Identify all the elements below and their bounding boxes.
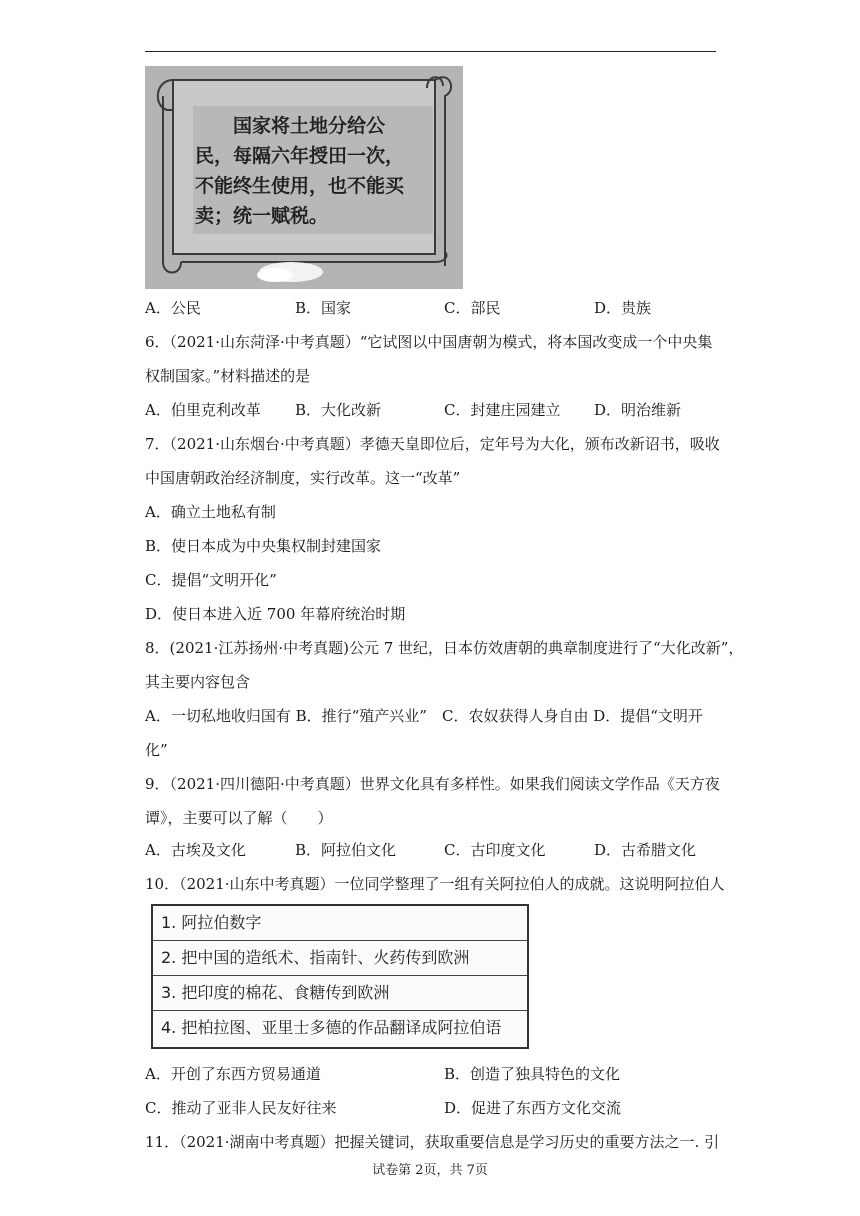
q7-option-a: A．确立土地私有制 xyxy=(145,503,276,521)
q9-stem-line1: 9．（2021·四川德阳·中考真题）世界文化具有多样性。如果我们阅读文学作品《天方夜 xyxy=(145,775,720,793)
q6-stem-line1: 6．（2021·山东菏泽·中考真题）“它试图以中国唐朝为模式，将本国改变成一个中央集 xyxy=(145,333,713,351)
q8-stem-line1: 8．(2021·江苏扬州·中考真题)公元 7 世纪，日本仿效唐朝的典章制度进行了“大化改新”， xyxy=(145,639,744,657)
table-row: 4. 把柏拉图、亚里士多德的作品翻译成阿拉伯语 xyxy=(161,1018,502,1037)
page-footer: 试卷第 2页，共 7页 xyxy=(372,1163,488,1178)
scroll-image xyxy=(145,66,463,289)
q6-option-c: C．封建庄园建立 xyxy=(444,401,561,419)
scroll-line: 卖；统一赋税。 xyxy=(195,205,329,227)
q7-stem-line2: 中国唐朝政治经济制度，实行改革。这一“改革” xyxy=(145,469,461,487)
q6-option-b: B．大化改新 xyxy=(295,401,382,419)
q8-options-line: A．一切私地收归国有 B．推行“殖产兴业” C．农奴获得人身自由 D．提倡“文明开 xyxy=(145,707,703,725)
q7-option-d: D．使日本进入近 700 年幕府统治时期 xyxy=(145,605,406,623)
scroll-line: 不能终生使用，也不能买 xyxy=(195,175,405,197)
q6-option-d: D．明治维新 xyxy=(594,401,682,419)
q9-option-d: D．古希腊文化 xyxy=(594,841,697,859)
achievements-table-image xyxy=(151,904,529,1049)
header-rule xyxy=(145,51,716,52)
scroll-line: 国家将土地分给公 xyxy=(233,115,386,137)
scroll-text xyxy=(195,111,445,231)
q9-option-b: B．阿拉伯文化 xyxy=(295,841,397,859)
q6-stem-line2: 权制国家。”材料描述的是 xyxy=(145,367,311,385)
q11-stem-line1: 11．（2021·湖南中考真题）把握关键词，获取重要信息是学习历史的重要方法之一. 引 xyxy=(145,1133,720,1151)
table-row: 1. 阿拉伯数字 xyxy=(153,906,527,941)
q10-option-d: D．促进了东西方文化交流 xyxy=(444,1099,622,1117)
q5-option-c: C．部民 xyxy=(444,299,501,317)
scroll-line: 民，每隔六年授田一次， xyxy=(195,145,405,167)
q7-stem-line1: 7．（2021·山东烟台·中考真题）孝德天皇即位后，定年号为大化，颁布改新诏书，吸收 xyxy=(145,435,720,453)
q10-stem-line1: 10．（2021·山东中考真题）一位同学整理了一组有关阿拉伯人的成就。这说明阿拉伯人 xyxy=(145,875,725,893)
q5-option-d: D．贵族 xyxy=(594,299,652,317)
q9-option-a: A．古埃及文化 xyxy=(145,841,246,859)
q5-option-a: A．公民 xyxy=(145,299,201,317)
q7-option-c: C．提倡“文明开化” xyxy=(145,571,277,589)
q5-option-b: B．国家 xyxy=(295,299,352,317)
table-row: 2. 把中国的造纸术、指南针、火药传到欧洲 xyxy=(153,941,527,976)
table-row: 3. 把印度的棉花、食糖传到欧洲 xyxy=(153,976,527,1011)
q10-option-c: C．推动了亚非人民友好往来 xyxy=(145,1099,337,1117)
q7-option-b: B．使日本成为中央集权制封建国家 xyxy=(145,537,382,555)
q10-option-b: B．创造了独具特色的文化 xyxy=(444,1065,621,1083)
q10-option-a: A．开创了东西方贸易通道 xyxy=(145,1065,321,1083)
q6-option-a: A．伯里克利改革 xyxy=(145,401,261,419)
q8-stem-line2: 其主要内容包含 xyxy=(145,673,251,691)
q9-option-c: C．古印度文化 xyxy=(444,841,546,859)
q8-options-line2: 化” xyxy=(145,741,168,759)
q9-stem-line2: 谭》，主要可以了解（ ） xyxy=(145,809,333,827)
